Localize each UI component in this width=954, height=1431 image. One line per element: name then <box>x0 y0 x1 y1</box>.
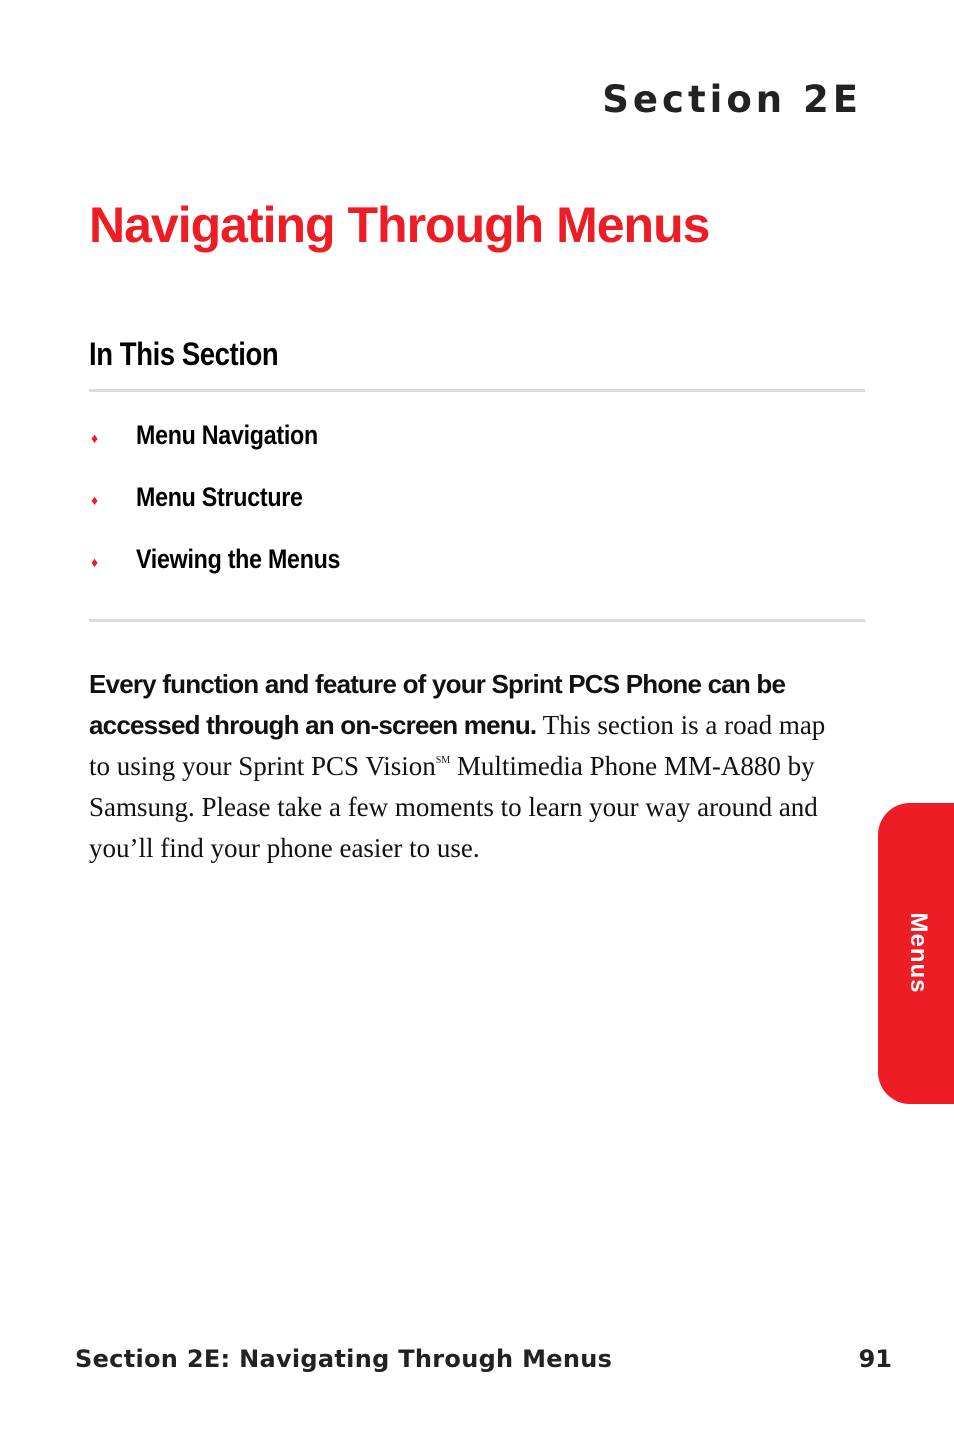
section-divider-bottom <box>89 619 865 622</box>
list-item-label: Menu Structure <box>136 482 303 512</box>
diamond-bullet-icon: ♦ <box>91 554 99 570</box>
in-this-section-heading: In This Section <box>89 336 279 372</box>
intro-paragraph <box>89 664 849 869</box>
diamond-bullet-icon: ♦ <box>91 430 99 446</box>
section-divider-top <box>89 389 865 392</box>
intro-text: This section is a road map to using your Sprint PCS Vision <box>89 710 826 781</box>
service-mark: SM <box>435 755 451 766</box>
list-item-label: Viewing the Menus <box>136 544 341 574</box>
section-label: Section 2E <box>602 78 862 121</box>
footer-section-title: Section 2E: Navigating Through Menus <box>75 1345 613 1373</box>
intro-text-continued: Multimedia Phone MM-A880 by Samsung. Please take a few moments to learn your way around and you’ll find your phone easier to use. <box>89 751 818 863</box>
list-item-label: Menu Navigation <box>136 420 318 450</box>
diamond-bullet-icon: ♦ <box>91 492 99 508</box>
side-tab-label: Menus <box>905 912 932 994</box>
intro-lead: Every function and feature of your Sprint PCS Phone can be accessed through an on-screen menu. <box>89 669 786 740</box>
page-title: Navigating Through Menus <box>89 197 710 253</box>
page-number: 91 <box>858 1345 892 1373</box>
